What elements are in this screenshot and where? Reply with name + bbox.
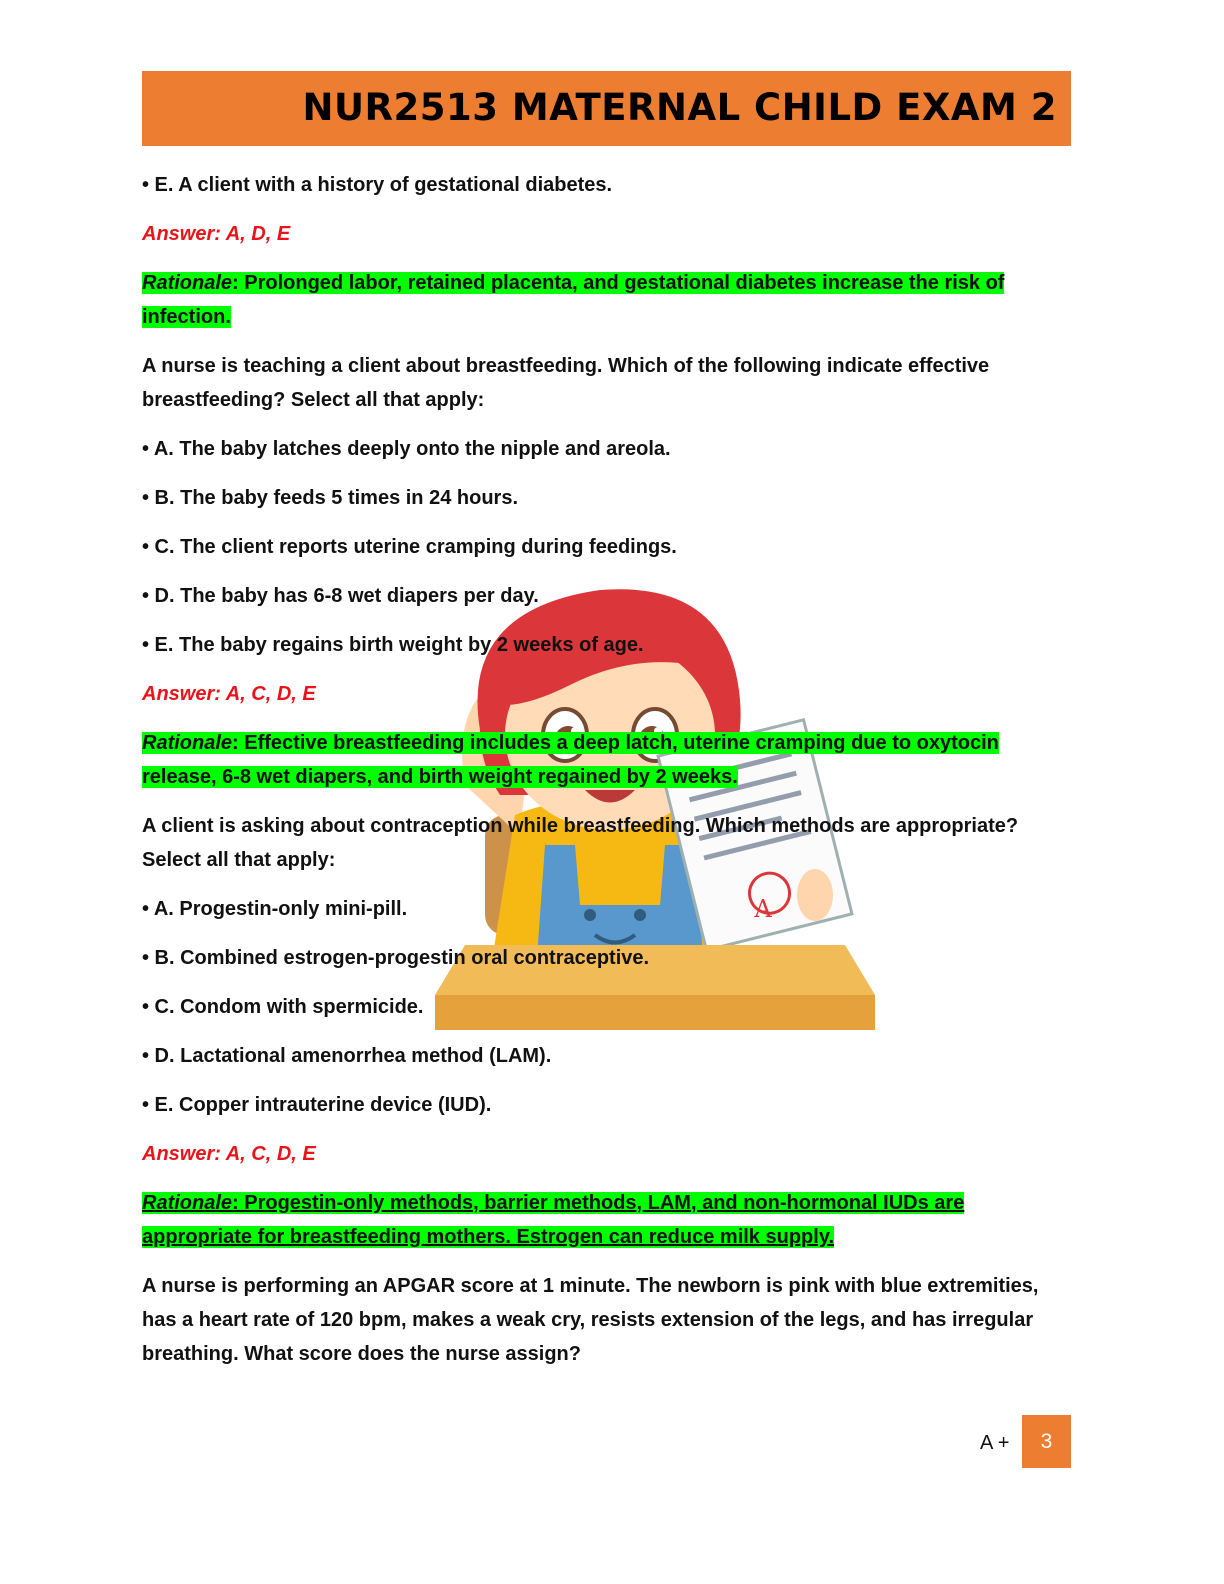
document-body xyxy=(142,168,1072,1371)
rationale-text: : Prolonged labor, retained placenta, and gestational diabetes increase the risk of infection. xyxy=(142,272,1005,328)
option-item: • B. Combined estrogen-progestin oral contraceptive. xyxy=(142,947,650,969)
rationale-block xyxy=(142,1186,1072,1254)
option-item: • C. Condom with spermicide. xyxy=(142,996,424,1018)
question-text: A nurse is performing an APGAR score at 1 minute. The newborn is pink with blue extremities, has a heart rate of 120 bpm, makes a weak cry, resists extension of the legs, and has irregular breathing. What score does the nurse assign? xyxy=(142,1275,1039,1365)
rationale-label: Rationale xyxy=(142,1192,233,1214)
page-number: 3 xyxy=(1040,1430,1053,1453)
question-text: A client is asking about contraception while breastfeeding. Which methods are appropriate? Select all that apply: xyxy=(142,815,1019,871)
header-bar xyxy=(142,71,1071,146)
option-item: • A. The baby latches deeply onto the nipple and areola. xyxy=(142,438,671,460)
option-item: • B. The baby feeds 5 times in 24 hours. xyxy=(142,487,518,509)
option-item: • D. The baby has 6-8 wet diapers per day. xyxy=(142,585,539,607)
option-item: • A. Progestin-only mini-pill. xyxy=(142,898,408,920)
option-item: • E. Copper intrauterine device (IUD). xyxy=(142,1094,492,1116)
page-title: NUR2513 MATERNAL CHILD EXAM 2 xyxy=(302,86,1057,129)
answer-line: Answer: A, D, E xyxy=(142,223,291,245)
footer-grade-label: A + xyxy=(980,1432,1010,1454)
option-item: • E. A client with a history of gestational diabetes. xyxy=(142,174,613,196)
option-item: • C. The client reports uterine cramping during feedings. xyxy=(142,536,677,558)
rationale-text: : Effective breastfeeding includes a deep latch, uterine cramping due to oxytocin release, 6-8 wet diapers, and birth weight regained by 2 weeks. xyxy=(142,732,999,788)
answer-line: Answer: A, C, D, E xyxy=(142,683,316,705)
page-number-box xyxy=(1022,1415,1071,1468)
question-text: A nurse is teaching a client about breastfeeding. Which of the following indicate effective breastfeeding? Select all that apply: xyxy=(142,355,990,411)
rationale-text: : Progestin-only methods, barrier methods, LAM, and non-hormonal IUDs are appropriate for breastfeeding mothers. Estrogen can reduce milk supply. xyxy=(142,1192,965,1248)
rationale-block xyxy=(142,266,1072,334)
answer-line: Answer: A, C, D, E xyxy=(142,1143,316,1165)
option-item: • D. Lactational amenorrhea method (LAM). xyxy=(142,1045,552,1067)
grade-mark: A xyxy=(754,895,772,923)
option-item: • E. The baby regains birth weight by 2 weeks of age. xyxy=(142,634,644,656)
rationale-label: Rationale xyxy=(142,272,233,294)
rationale-block xyxy=(142,726,1072,794)
rationale-label: Rationale xyxy=(142,732,233,754)
